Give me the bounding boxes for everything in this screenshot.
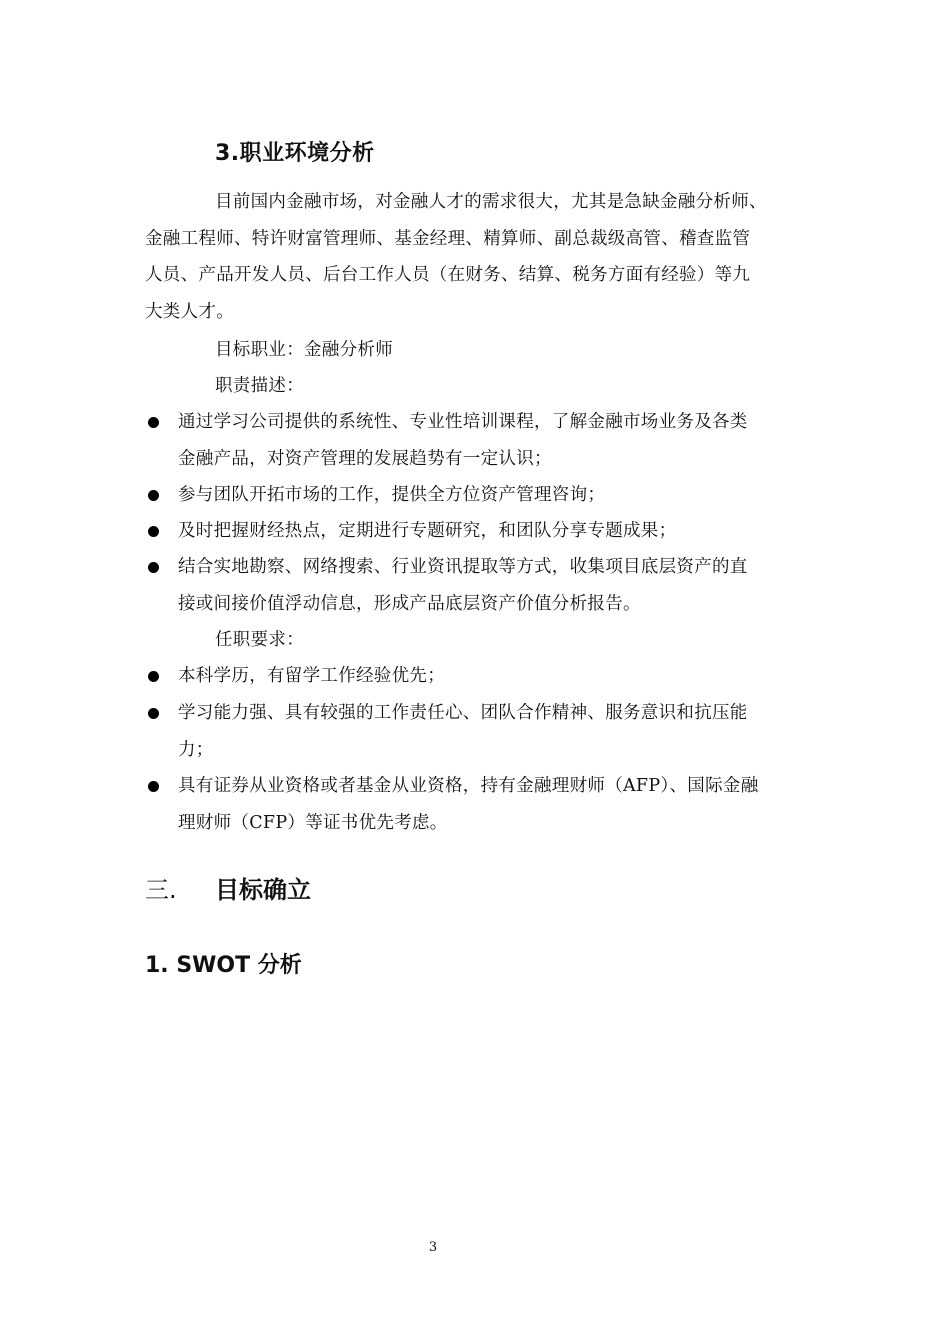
intro-paragraph: [145, 184, 835, 330]
bullet-dot-icon: [148, 526, 159, 537]
duty-line: 参与团队开拓市场的工作，提供全方位资产管理咨询；: [178, 485, 606, 505]
duty-line: 结合实地勘察、网络搜索、行业资讯提取等方式，收集项目底层资产的直: [178, 557, 748, 577]
bullet-dot-icon: [148, 417, 159, 428]
bullet-dot-icon: [148, 562, 159, 573]
intro-line: 大类人才。: [145, 301, 234, 322]
duty-line: 接或间接价值浮动信息，形成产品底层资产价值分析报告。: [178, 593, 641, 614]
section-number: 三.: [145, 876, 177, 904]
bullet-dot-icon: [148, 671, 159, 682]
requirement-line: 具有证券从业资格或者基金从业资格，持有金融理财师（AFP）、国际金融: [178, 776, 759, 796]
intro-line: 目前国内金融市场，对金融人才的需求很大，尤其是急缺金融分析师、: [215, 192, 767, 212]
bullet-dot-icon: [148, 490, 159, 501]
requirement-line: 力；: [178, 739, 214, 760]
intro-line: 人员、产品开发人员、后台工作人员（在财务、结算、税务方面有经验）等九: [145, 265, 751, 285]
duty-line: 及时把握财经热点，定期进行专题研究，和团队分享专题成果；: [178, 521, 677, 541]
duties-label: 职责描述：: [215, 376, 304, 396]
requirements-label: 任职要求：: [215, 630, 304, 650]
target-job-line: 目标职业：金融分析师: [215, 340, 393, 360]
section-heading: [145, 870, 311, 905]
duty-line: 金融产品，对资产管理的发展趋势有一定认识；: [178, 448, 552, 469]
subheading-career-environment: 3.职业环境分析: [215, 141, 375, 166]
page-number: 3: [428, 1240, 438, 1255]
requirement-line: 理财师（CFP）等证书优先考虑。: [178, 812, 448, 833]
requirement-line: 学习能力强、具有较强的工作责任心、团队合作精神、服务意识和抗压能: [178, 703, 748, 723]
intro-line: 金融工程师、特许财富管理师、基金经理、精算师、副总裁级高管、稽查监管: [145, 228, 751, 249]
bullet-dot-icon: [148, 781, 159, 792]
section-title: 目标确立: [215, 876, 311, 904]
bullet-dot-icon: [148, 708, 159, 719]
duty-line: 通过学习公司提供的系统性、专业性培训课程，了解金融市场业务及各类: [178, 412, 748, 432]
swot-heading: 1. SWOT 分析: [145, 953, 302, 978]
requirement-line: 本科学历，有留学工作经验优先；: [178, 666, 445, 686]
